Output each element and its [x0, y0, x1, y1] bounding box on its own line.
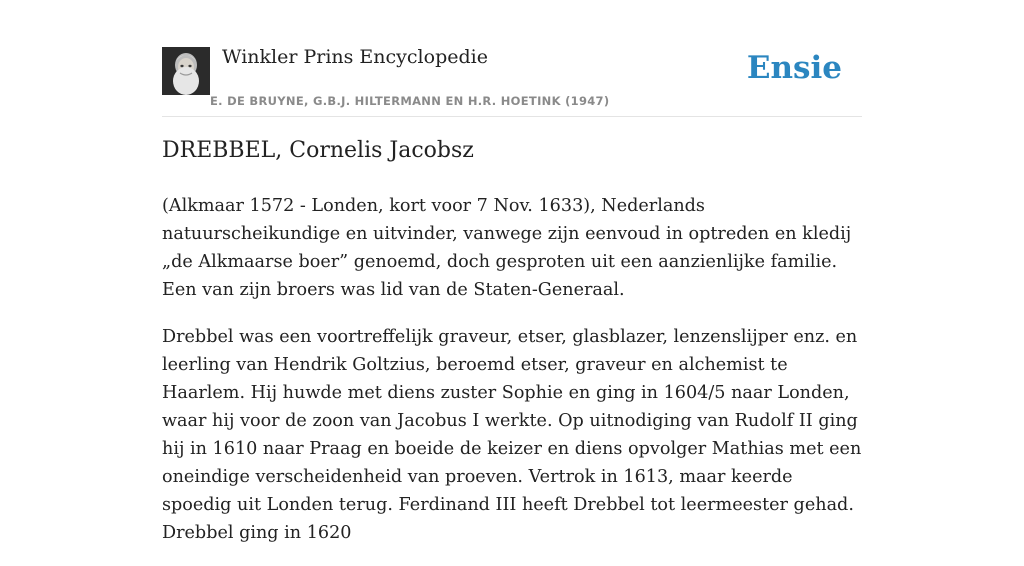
entry-content — [162, 192, 864, 566]
bearded-man-portrait-icon — [162, 47, 210, 95]
source-authors: E. DE BRUYNE, G.B.J. HILTERMANN EN H.R. HOETINK (1947) — [210, 94, 610, 108]
entry-paragraph: (Alkmaar 1572 - Londen, kort voor 7 Nov. 1633), Nederlands natuurscheikundige en uitvinder, vanwege zijn eenvoud in optreden en kledij „de Alkmaarse boer” genoemd, doch gesproten uit een aanzienlijke familie. Een van zijn broers was lid van de Staten-Generaal. — [162, 196, 852, 300]
entry-paragraph: Drebbel was een voortreffelijk graveur, etser, glasblazer, lenzenslijper enz. en leerling van Hendrik Goltzius, beroemd etser, graveur en alchemist te Haarlem. Hij huwde met diens zuster Sophie en ging in 1604/5 naar Londen, waar hij voor de zoon van Jacobus I werkte. Op uitnodiging van Rudolf II ging hij in 1610 naar Praag en boeide de keizer en diens opvolger Mathias met een oneindige verscheidenheid van proeven. Vertrok in 1613, maar keerde spoedig uit Londen terug. Ferdinand III heeft Drebbel tot leermeester gehad. Drebbel ging in 1620 — [162, 327, 862, 543]
ensie-logo[interactable]: Ensie — [746, 50, 842, 86]
site-header — [162, 44, 862, 117]
source-title[interactable]: Winkler Prins Encyclopedie — [222, 46, 488, 68]
entry-title: DREBBEL, Cornelis Jacobsz — [162, 138, 474, 163]
source-avatar[interactable] — [162, 47, 210, 95]
